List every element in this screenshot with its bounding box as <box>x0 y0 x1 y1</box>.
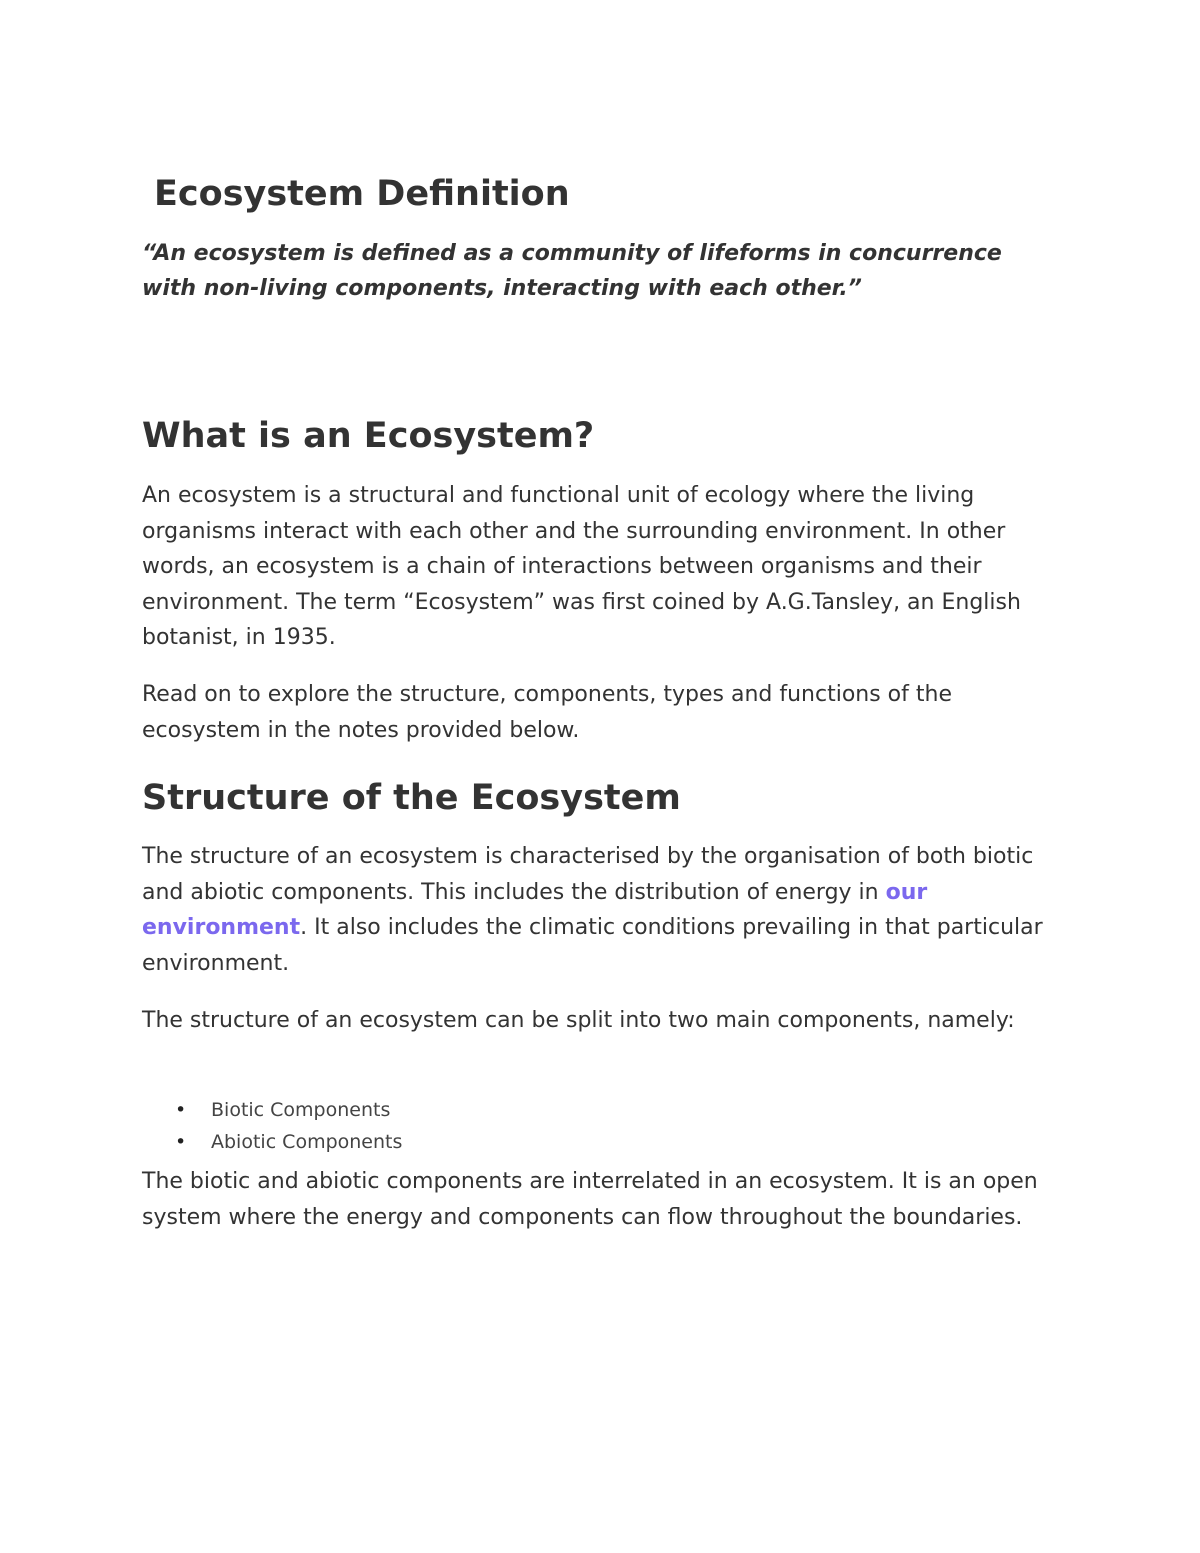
paragraph-what-is-ecosystem: An ecosystem is a structural and functional unit of ecology where the living organisms interact with each other and the surrounding environment. In other words, an ecosystem is a chain of interactions between organisms and their environment. The term “Ecosystem” was first coined by A.G.Tansley, an English botanist, in 1935. <box>142 483 1021 650</box>
paragraph-structure-intro <box>142 839 1072 981</box>
page-title: Ecosystem Definition <box>154 174 570 214</box>
paragraph-structure-text-before-link: The structure of an ecosystem is characterised by the organisation of both biotic and abiotic components. This includes the distribution of energy in <box>142 844 1034 905</box>
list-item <box>142 1126 402 1158</box>
paragraph-read-on: Read on to explore the structure, components, types and functions of the ecosystem in the notes provided below. <box>142 682 952 743</box>
paragraph-structure-text-after-link: . It also includes the climatic conditions prevailing in that particular environment. <box>142 915 1043 976</box>
list-item-label: Biotic Components <box>211 1099 391 1121</box>
paragraph-structure-split: The structure of an ecosystem can be split into two main components, namely: <box>142 1008 1015 1033</box>
definition-quote: “An ecosystem is defined as a community of lifeforms in concurrence with non-living components, interacting with each other.” <box>142 241 1002 301</box>
heading-structure: Structure of the Ecosystem <box>142 778 681 818</box>
list-item <box>142 1094 402 1126</box>
heading-what-is-ecosystem: What is an Ecosystem? <box>142 416 595 456</box>
bullet-icon: • <box>175 1099 187 1121</box>
our-environment-link[interactable]: our environment <box>142 879 928 940</box>
bullet-icon: • <box>175 1131 187 1153</box>
components-list <box>142 1094 402 1158</box>
paragraph-interrelated: The biotic and abiotic components are interrelated in an ecosystem. It is an open system where the energy and components can flow throughout the boundaries. <box>142 1169 1038 1230</box>
list-item-label: Abiotic Components <box>211 1131 403 1153</box>
